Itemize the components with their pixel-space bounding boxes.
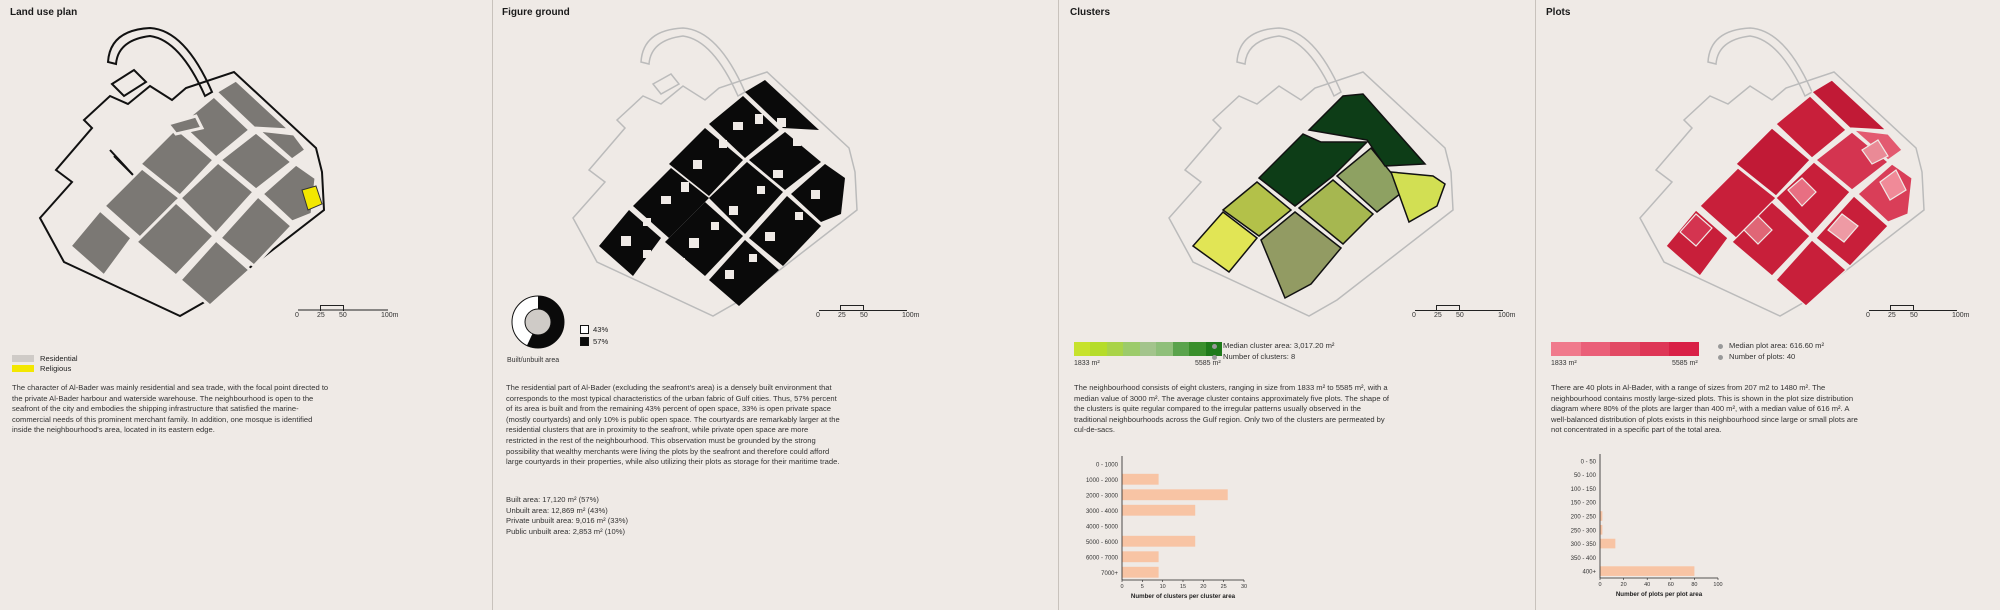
category-label: 250 - 300 (1570, 528, 1596, 535)
donut-unbuilt-swatch (580, 325, 589, 334)
category-label: 0 - 50 (1580, 459, 1596, 466)
bar (1122, 505, 1195, 516)
landuse-description: The character of Al-Bader was mainly residential and sea trade, with the focal point directed to the private Al-Bader harbour and waterside warehouse. The neighbourhood is open to the seafront of the city and embodies the shipping infrastructure that satisfied the marine-commercial needs of this prominent merchant family. In addition, one mosque is identified inside the neighbourhood's area, located in its eastern edge. (12, 383, 329, 435)
plots-scale-tick-50: 50 (1910, 312, 1918, 319)
figure-title: Figure ground (502, 7, 570, 18)
category-label: 5000 - 6000 (1085, 539, 1118, 546)
landuse-map (0, 0, 492, 320)
category-label: 1000 - 2000 (1085, 477, 1118, 484)
x-tick-label: 15 (1179, 584, 1187, 590)
landuse-title: Land use plan (10, 7, 78, 18)
landuse-panel (0, 0, 492, 610)
cluster-area-chart (1074, 452, 1254, 602)
cluster-color-ramp (1074, 342, 1222, 356)
ramp-step-6 (1173, 342, 1189, 356)
cluster-ramp-max: 5585 m² (1195, 360, 1221, 367)
category-label: 4000 - 5000 (1085, 524, 1118, 531)
x-tick-label: 0 (1120, 584, 1124, 590)
legend-residential-label: Residential (40, 354, 78, 363)
scalebar-box (320, 305, 344, 311)
category-label: 0 - 1000 (1095, 462, 1118, 469)
bar (1122, 551, 1159, 562)
figure-scale-tick-50: 50 (860, 312, 868, 319)
ramp-step-1 (1090, 342, 1106, 356)
ramp-step-2 (1610, 342, 1640, 356)
bar (1600, 566, 1694, 576)
figure-stats (506, 495, 806, 537)
plots-scale-tick-25: 25 (1888, 312, 1896, 319)
bar (1122, 567, 1159, 578)
legend-religious (12, 364, 71, 373)
x-tick-label: 60 (1667, 582, 1674, 588)
plots-title: Plots (1546, 7, 1571, 18)
category-label: 50 - 100 (1573, 473, 1596, 480)
cluster-summary (1212, 340, 1334, 362)
residential-swatch (12, 355, 34, 362)
clusters-scale-tick-50: 50 (1456, 312, 1464, 319)
category-label: 350 - 400 (1570, 555, 1596, 562)
stat-unbuilt: Unbuilt area: 12,869 m² (43%) (506, 505, 608, 515)
category-label: 300 - 350 (1570, 542, 1596, 549)
plot-area-chart (1548, 450, 1728, 600)
scale-tick-0: 0 (295, 312, 299, 319)
category-label: 400+ (1582, 569, 1596, 576)
plots-panel (1536, 0, 2000, 610)
plot-ramp-max: 5585 m² (1672, 360, 1698, 367)
stat-built: Built area: 17,120 m² (57%) (506, 495, 599, 504)
figure-scale-tick-100: 100m (902, 312, 920, 319)
category-label: 150 - 200 (1570, 500, 1596, 507)
bullet-dot (1212, 355, 1217, 360)
plot-polygons (1666, 80, 1912, 306)
x-tick-label: 0 (1598, 582, 1602, 588)
clusters-scale-tick-100: 100m (1498, 312, 1516, 319)
donut-unbuilt-label: 43% (593, 325, 609, 334)
scale-tick-50: 50 (339, 312, 347, 319)
religious-swatch (12, 365, 34, 372)
clusters-description: The neighbourhood consists of eight clusters, ranging in size from 1833 m² to 5585 m², with a median value of 3000 m². The average cluster contains approximately five plots. The shape of the clusters is quite regular compared to the irregular patterns usually observed in the traditional neighbourhoods across the Gulf region. Only two of the clusters are permeated by cul-de-sacs. (1074, 383, 1390, 435)
cluster-6 (1391, 172, 1445, 222)
ramp-step-4 (1140, 342, 1156, 356)
donut-legend-built (580, 337, 608, 346)
plot-summary (1718, 340, 1824, 362)
plot-color-ramp (1551, 342, 1699, 356)
clusters-scalebar-box (1436, 305, 1460, 311)
bar (1122, 489, 1228, 500)
ramp-step-0 (1074, 342, 1090, 356)
plots-scale-tick-0: 0 (1866, 312, 1870, 319)
plots-description: There are 40 plots in Al-Bader, with a range of sizes from 207 m2 to 1480 m². The neighbourhood contains mostly large-sized plots. This is shown in the plot size distribution diagram where 80% of the plots are larger than 400 m², with a median value of 616 m². A well-balanced distribution of plots exists in this neighbourhood since large or small plots are not concentrated in a specific part of the total area. (1551, 383, 1858, 435)
plots-scalebar-box (1890, 305, 1914, 311)
category-label: 2000 - 3000 (1085, 493, 1118, 500)
cluster-median-row (1212, 340, 1334, 351)
clusters-title: Clusters (1070, 7, 1111, 18)
ramp-step-5 (1156, 342, 1172, 356)
x-tick-label: 10 (1159, 584, 1166, 590)
donut-legend-unbuilt (580, 325, 608, 334)
plot-ramp-min: 1833 m² (1551, 360, 1577, 367)
cluster-polygons (1193, 94, 1445, 298)
legend-religious-label: Religious (40, 364, 72, 373)
bullet-dot (1718, 344, 1723, 349)
cluster-count-row (1212, 351, 1334, 362)
bullet-dot (1212, 344, 1217, 349)
clusters-panel (1059, 0, 1535, 610)
figure-scale-tick-0: 0 (816, 312, 820, 319)
figure-panel (493, 0, 1058, 610)
donut-caption: Built/unbuilt area (507, 357, 560, 364)
plot-median: Median plot area: 616.60 m² (1729, 341, 1824, 350)
stat-public-unbuilt: Public unbuilt area: 2,853 m² (10%) (506, 526, 626, 536)
plots-scale-tick-100: 100m (1952, 312, 1970, 319)
bar (1122, 536, 1195, 547)
x-axis-title: Number of plots per plot area (1615, 591, 1703, 598)
figure-scale-tick-25: 25 (838, 312, 846, 319)
category-label: 200 - 250 (1570, 514, 1596, 521)
x-tick-label: 5 (1140, 584, 1144, 590)
ramp-step-2 (1107, 342, 1123, 356)
x-tick-label: 20 (1200, 584, 1207, 590)
ramp-step-3 (1123, 342, 1139, 356)
figure-description: The residential part of Al-Bader (excluding the seafront's area) is a densely built environment that corresponds to the most typical characteristics of the urban fabric of Gulf cities. Thus, 57% percent of its area is built and from the remaining 43% percent of open space, 33% is open private space (mostly courtyards) and only 10% is public open space. The courtyards are remarkably larger at the residential clusters that are in proximity to the seafront, while private open space are more restricted in the rest of the neighbourhood. This observation must be grounded by the strong possibility that wealthy merchants were living the plots by the seafront and therefore could afford large courtyards in their properties, while also utilizing their plots as storage for their maritime trade. (506, 383, 840, 467)
figure-ground-map (493, 0, 1058, 320)
x-axis-title: Number of clusters per cluster area (1130, 593, 1236, 600)
category-label: 6000 - 7000 (1085, 555, 1118, 562)
scale-tick-100: 100m (381, 312, 399, 319)
cluster-ramp-min: 1833 m² (1074, 360, 1100, 367)
x-tick-label: 100 (1713, 582, 1723, 588)
bar (1122, 474, 1159, 485)
x-tick-label: 40 (1644, 582, 1651, 588)
figure-scalebar-box (840, 305, 864, 311)
category-label: 100 - 150 (1570, 486, 1596, 493)
scale-tick-25: 25 (317, 312, 325, 319)
legend-residential (12, 354, 78, 363)
ramp-step-0 (1551, 342, 1581, 356)
category-label: 3000 - 4000 (1085, 508, 1118, 515)
cluster-median: Median cluster area: 3,017.20 m² (1223, 341, 1335, 350)
donut-built-label: 57% (593, 337, 609, 346)
x-tick-label: 20 (1620, 582, 1627, 588)
x-tick-label: 80 (1691, 582, 1698, 588)
x-tick-label: 25 (1220, 584, 1227, 590)
plots-map (1536, 0, 2000, 320)
clusters-map (1059, 0, 1535, 320)
donut-built-swatch (580, 337, 589, 346)
ramp-step-7 (1189, 342, 1205, 356)
stat-private-unbuilt: Private unbuilt area: 9,016 m² (33%) (506, 516, 628, 526)
donut-hole (525, 309, 551, 335)
plot-count-row (1718, 351, 1824, 362)
clusters-scale-tick-0: 0 (1412, 312, 1416, 319)
plot-median-row (1718, 340, 1824, 351)
plot-count: Number of plots: 40 (1729, 352, 1796, 361)
bullet-dot (1718, 355, 1723, 360)
category-label: 7000+ (1101, 570, 1118, 577)
ramp-step-4 (1669, 342, 1699, 356)
built-unbuilt-donut (508, 292, 568, 352)
x-tick-label: 30 (1240, 584, 1248, 590)
ramp-step-3 (1640, 342, 1670, 356)
cluster-count: Number of clusters: 8 (1223, 352, 1296, 361)
ramp-step-1 (1581, 342, 1611, 356)
bar (1600, 539, 1615, 549)
clusters-scale-tick-25: 25 (1434, 312, 1442, 319)
built-mass (599, 80, 845, 306)
